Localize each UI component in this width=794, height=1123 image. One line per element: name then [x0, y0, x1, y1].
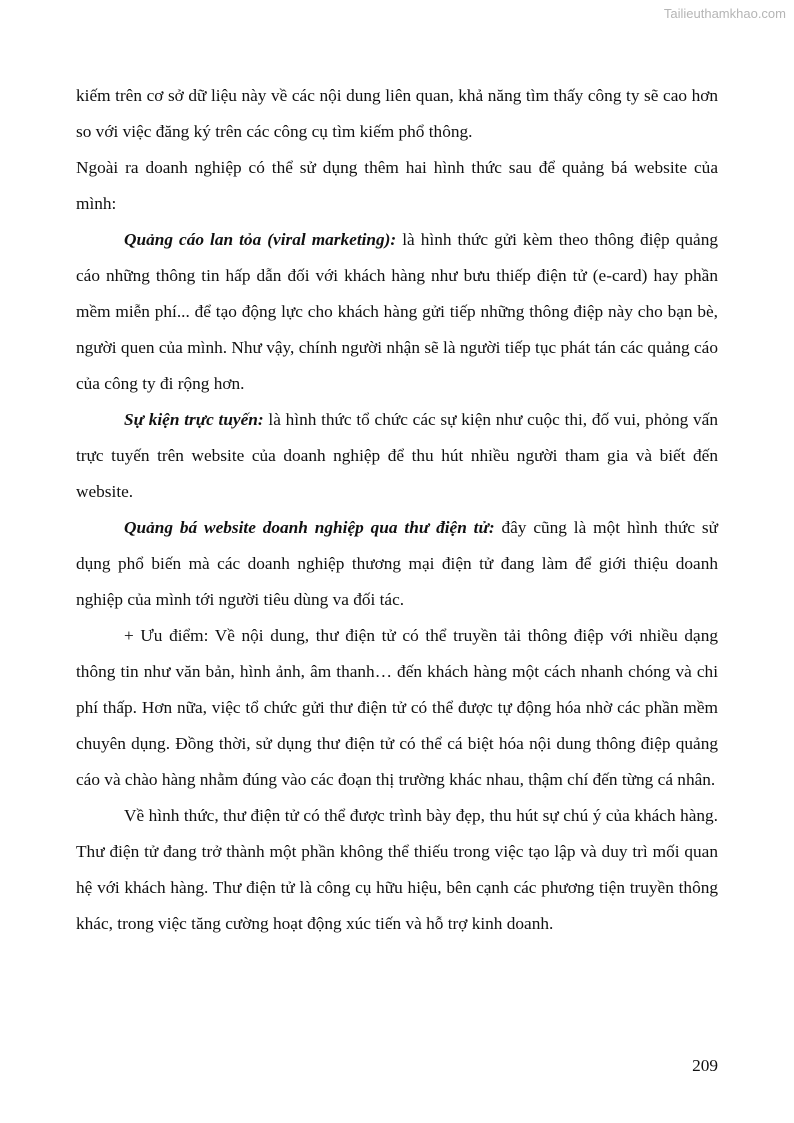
paragraph-continuation: kiếm trên cơ sở dữ liệu này về các nội dung liên quan, khả năng tìm thấy công ty sẽ cao hơn so với việc đăng ký trên các công cụ tìm kiếm phổ thông. — [76, 86, 718, 141]
paragraph-email-promotion-text: đây cũng là một hình thức sử dụng phổ biến mà các doanh nghiệp thương mại điện tử đang làm để giới thiệu doanh nghiệp của mình tới người tiêu dùng va đối tác. — [76, 518, 719, 609]
term-online-events: Sự kiện trực tuyến: — [124, 410, 264, 429]
paragraph-viral-marketing-text: là hình thức gửi kèm theo thông điệp quảng cáo những thông tin hấp dẫn đối với khách hàng như bưu thiếp điện tử (e-card) hay phần mềm miễn phí... để tạo động lực cho khách hàng gửi tiếp những thông điệp này cho bạn bè, người quen của mình. Như vậy, chính người nhận sẽ là người tiếp tục phát tán các quảng cáo của công ty đi rộng hơn. — [76, 230, 718, 393]
paragraph-form: Về hình thức, thư điện tử có thể được trình bày đẹp, thu hút sự chú ý của khách hàng. Thư điện tử đang trở thành một phần không thể thiếu trong việc tạo lập và duy trì mối quan hệ với khách hàng. Thư điện tử là công cụ hữu hiệu, bên cạnh các phương tiện truyền thông khác, trong việc tăng cường hoạt động xúc tiến và hỗ trợ kinh doanh. — [76, 806, 718, 933]
paragraph-online-events-text: là hình thức tổ chức các sự kiện như cuộc thi, đố vui, phỏng vấn trực tuyến trên website của doanh nghiệp để thu hút nhiều người tham gia và biết đến website. — [76, 410, 718, 501]
paragraph-advantages: + Ưu điểm: Về nội dung, thư điện tử có thể truyền tải thông điệp với nhiều dạng thông tin như văn bản, hình ảnh, âm thanh… đến khách hàng một cách nhanh chóng và chi phí thấp. Hơn nữa, việc tổ chức gửi thư điện tử có thể được tự động hóa nhờ các phần mềm chuyên dụng. Đồng thời, sử dụng thư điện tử có thể cá biệt hóa nội dung thông điệp quảng cáo và chào hàng nhằm đúng vào các đoạn thị trường khác nhau, thậm chí đến từng cá nhân. — [76, 626, 718, 789]
term-email-promotion: Quảng bá website doanh nghiệp qua thư điện tử: — [124, 518, 495, 537]
term-viral-marketing: Quảng cáo lan tỏa (viral marketing): — [124, 230, 397, 249]
watermark: Tailieuthamkhao.com — [663, 6, 786, 21]
paragraph-email-promotion — [76, 510, 718, 618]
paragraph-intro: Ngoài ra doanh nghiệp có thể sử dụng thêm hai hình thức sau để quảng bá website của mình: — [76, 158, 718, 213]
page-body — [76, 78, 718, 942]
paragraph-viral-marketing — [76, 222, 718, 402]
paragraph-online-events — [76, 402, 718, 510]
page-number: 209 — [692, 1056, 718, 1075]
